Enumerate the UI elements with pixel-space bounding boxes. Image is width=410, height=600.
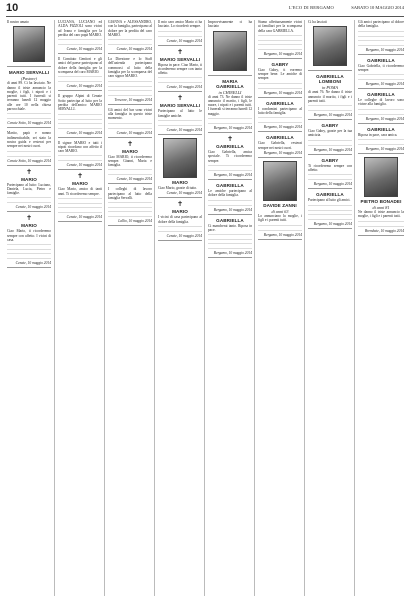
deceased-name: MARIO SERVALLI: [159, 103, 201, 109]
notice-text: Partecipano al lutto le famiglie amiche.: [158, 109, 202, 118]
notice-text: Le colleghe di lavoro sono vicine alla famiglia.: [358, 98, 404, 107]
cross-icon: ✝: [177, 200, 183, 209]
notice-place-date: Bergamo, 10 maggio 2014: [263, 90, 302, 95]
obituary-notice: [358, 127, 404, 154]
notice-place-date: Bergamo, 10 maggio 2014: [213, 251, 252, 256]
obituary-notice: [58, 57, 102, 91]
notice-text: Riposa in pace. Ciao Mario, ti ricorderemo sempre con tanto affetto.: [158, 62, 202, 76]
obituary-notice: [358, 157, 404, 236]
notice-intro: Ci ha lasciati: [308, 20, 327, 24]
issue-date: SABATO 10 MAGGIO 2014: [351, 5, 404, 10]
notice-text: Marito, papà e nonno indimenticabile, sei stato la nostra guida e resterai per sempre nei nostri cuori.: [7, 131, 51, 149]
deceased-name: GABRY: [321, 157, 339, 163]
notice-text: Ciao Mario, ti ricorderemo sempre con affetto. I vicini di casa.: [7, 229, 51, 243]
newspaper-name: L'ECO DI BERGAMO: [288, 5, 334, 10]
obituary-notice: [158, 201, 202, 241]
obituary-notice: [158, 20, 202, 46]
obituary-notice: [7, 215, 51, 268]
obituary-notice: [7, 20, 51, 67]
deceased-name: GABRIELLA: [367, 92, 395, 98]
notice-text: LUCIANA, LUCIANO ed ALDA PIZZOLI sono vicini ad Ivana e famiglia per la perdita del caro papà MARIO.: [58, 20, 102, 37]
obituary-notice: [308, 20, 352, 71]
notice-place-date: Cenate, 10 maggio 2014: [116, 47, 152, 52]
notice-place-date: Cenate, 10 maggio 2014: [66, 47, 102, 52]
deceased-name: MARIO: [72, 181, 88, 187]
notice-place-date: Cenate, 10 maggio 2014: [66, 130, 102, 135]
obituary-notice: [208, 218, 252, 259]
obituary-notice: [58, 141, 102, 171]
deceased-name: DAVIDE ZANNI: [263, 202, 297, 208]
notice-text: La Direzione e lo Staff dell'azienda partecipano commossi al lutto della famiglia per la scomparsa del caro signor MARIO.: [108, 57, 152, 79]
deceased-name: MARIA GABRIELLA: [216, 78, 244, 89]
deceased-name: GABRIELLA: [216, 182, 244, 188]
obituary-notice: [258, 62, 302, 98]
notice-text: GIANNA e ALESSANDRO, con la famiglia, partecipano al dolore per la perdita del caro MARIO.: [108, 20, 152, 37]
obituary-notice: [108, 57, 152, 104]
deceased-photo: [263, 161, 297, 201]
notice-text: Lo annunciano la moglie, i figli e i parenti tutti.: [258, 213, 302, 223]
obituary-notice: [308, 123, 352, 155]
notice-place-date: Cenate, 10 maggio 2014: [66, 163, 102, 168]
deceased-name: GABRIELLA: [216, 217, 244, 223]
notice-place-date: Cenate, 10 maggio 2014: [166, 85, 202, 90]
deceased-name: MARIO SERVALLI: [159, 56, 201, 62]
deceased-married-name: in POMA: [322, 85, 338, 91]
deceased-photo: [364, 157, 398, 197]
page-header: [6, 4, 404, 17]
obituary-notice: [158, 95, 202, 135]
notice-text: I colleghi di lavoro partecipano al lutto della famiglia Servalli.: [108, 187, 152, 201]
cross-icon: ✝: [77, 172, 83, 181]
notice-text: Gli amici partecipano al dolore della famiglia.: [358, 20, 404, 29]
notice-place-date: Bergamo, 10 maggio 2014: [313, 182, 352, 187]
notice-place-date: Cenate, 10 maggio 2014: [166, 191, 202, 196]
notice-text: Ciao Gabriella, ti ricorderemo sempre.: [358, 63, 404, 72]
obituary-notice: [308, 158, 352, 190]
notice-place-date: Cenate Sotto, 10 maggio 2014: [7, 121, 51, 126]
notice-text: I condomini partecipano al lutto della famiglia.: [258, 106, 302, 116]
notice-place-date: Bergamo, 10 maggio 2014: [313, 221, 352, 226]
notice-text: Il gruppo Alpini di Cenate Sotto partecipa al lutto per la perdita dell'amico MARIO SERVALLI.: [58, 94, 102, 112]
obituary-notice: [158, 49, 202, 93]
notice-place-date: Bergamo, 10 maggio 2014: [213, 172, 252, 177]
notice-text: Le amiche partecipano al dolore della famiglia.: [208, 188, 252, 198]
column-2: [54, 20, 105, 596]
obituary-notice: [158, 138, 202, 198]
obituary-notice: [208, 79, 252, 133]
column-1: [4, 20, 54, 596]
column-5: [204, 20, 255, 596]
column-8: [354, 20, 407, 596]
notice-place-date: Cenate Sotto, 10 maggio 2014: [7, 158, 51, 163]
obituary-notice: [208, 136, 252, 180]
deceased-married-name: in CHINELLI: [218, 89, 242, 95]
notice-place-date: Bergamo, 10 maggio 2014: [365, 47, 404, 52]
obituary-notice: [258, 20, 302, 59]
notice-text: Partecipano al lutto gli amici.: [308, 198, 351, 203]
cross-icon: ✝: [177, 94, 183, 103]
notice-text: Ciao Mario, grazie di tutto.: [158, 186, 198, 191]
notice-place-date: Cenate, 10 maggio 2014: [15, 205, 51, 210]
notice-text: I vicini di casa partecipano al dolore della famiglia.: [158, 215, 202, 224]
notice-text: Ciao Gabriella, resterai sempre nei nostri cuori.: [258, 141, 302, 150]
deceased-name: GABRY: [271, 61, 289, 67]
deceased-name: MARIO: [172, 209, 188, 215]
obituary-notice: [358, 20, 404, 55]
cross-icon: ✝: [177, 47, 183, 56]
notice-place-date: Bergamo, 10 maggio 2014: [313, 147, 352, 152]
column-3: [104, 20, 155, 596]
deceased-name: GABRY: [321, 123, 339, 129]
deceased-name: GABRIELLA: [367, 57, 395, 63]
notice-place-date: Cenate, 10 maggio 2014: [166, 128, 202, 133]
notice-place-date: Bergamo, 10 maggio 2014: [365, 82, 404, 87]
deceased-photo: [313, 26, 347, 66]
notice-text: di anni 76. Ne danno il triste annuncio il marito, i figli e i parenti tutti.: [308, 90, 352, 103]
obituary-notice: [108, 187, 152, 226]
notice-place-date: Bergamo, 10 maggio 2014: [263, 51, 302, 56]
notice-text: Riposa in pace, cara amica.: [358, 132, 398, 137]
deceased-name: GABRIELLA: [316, 192, 344, 198]
notice-text: Ti ricorderemo sempre con affetto.: [308, 163, 352, 173]
deceased-name: GABRIELLA: [266, 100, 294, 106]
notice-text: Il signor MARIO e tutti i nipoti ricordano con affetto il caro MARIO.: [58, 140, 102, 154]
notice-place-date: Bergamo, 10 maggio 2014: [263, 125, 302, 130]
page-number: 10: [6, 2, 19, 14]
notice-text: di anni 73. Ne danno il triste annuncio il marito, i figli, le nuore, i nipoti e i parenti tutti. I funerali si terranno lunedì 12 maggio.: [208, 94, 252, 116]
deceased-name: PIETRO BONADEI: [360, 199, 402, 205]
obituary-notice: [7, 131, 51, 165]
notice-place-date: Trescore, 10 maggio 2014: [114, 97, 152, 102]
obituary-notice: [208, 20, 252, 76]
deceased-name: GABRIELLA LOMBONI: [316, 74, 344, 85]
column-6: [254, 20, 305, 596]
obituary-notice: [108, 20, 152, 54]
deceased-age: di anni 81: [372, 205, 390, 211]
deceased-name: MARIO: [172, 180, 188, 186]
notice-intro: Improvvisamente ci ha lasciato: [208, 20, 252, 29]
notice-text: Partecipano al lutto: Luciano, Daniela, Lucia, Pietro e famiglie.: [7, 182, 51, 196]
column-4: [154, 20, 205, 596]
deceased-photo: [163, 138, 197, 178]
obituary-notice: [258, 101, 302, 133]
obituary-notice: [208, 183, 252, 215]
deceased-name: MARIO: [122, 148, 138, 154]
cross-icon: ✝: [227, 135, 233, 144]
notice-place-date: Cenate, 10 maggio 2014: [166, 38, 202, 43]
obituary-notice: [258, 161, 302, 240]
notice-place-date: Cenate, 10 maggio 2014: [66, 215, 102, 220]
notice-place-date: Bergamo, 10 maggio 2014: [313, 113, 352, 118]
notice-place-date: Bergamo, 10 maggio 2014: [365, 116, 404, 121]
obituary-notice: [358, 58, 404, 90]
obituary-notice: [308, 192, 352, 228]
notice-place-date: Bergamo, 10 maggio 2014: [213, 207, 252, 212]
notice-place-date: Bergamo, 10 maggio 2014: [213, 126, 252, 131]
notice-text: Ciao Gabriella, amica speciale. Ti ricorderemo sempre.: [208, 150, 252, 163]
notice-place-date: Cenate, 10 maggio 2014: [116, 130, 152, 135]
notice-place-date: Bergamo, 10 maggio 2014: [365, 147, 404, 152]
notice-place-date: Brembate, 10 maggio 2014: [365, 228, 404, 233]
notice-place-date: Cenate, 10 maggio 2014: [166, 233, 202, 238]
deceased-name: MARIO: [21, 223, 37, 229]
notice-place-date: Bergamo, 10 maggio 2014: [263, 150, 302, 155]
notice-place-date: Cenate, 10 maggio 2014: [66, 84, 102, 89]
obituary-notice: [358, 92, 404, 124]
obituary-notice: [58, 20, 102, 54]
obituary-notice: [7, 70, 51, 128]
notice-text: Ne danno il triste annuncio la moglie, i figli e i parenti tutti.: [358, 210, 404, 219]
deceased-photo: [213, 31, 247, 71]
obituary-notice: [308, 74, 352, 120]
column-7: [304, 20, 355, 596]
obituary-notice: [58, 94, 102, 137]
deceased-name: MARIO SERVALLI: [8, 70, 50, 76]
deceased-nickname: (Pastore): [21, 76, 37, 82]
obituary-notice: [7, 169, 51, 213]
notice-text: Gli amici del bar sono vicini alla famiglia in questo triste momento.: [108, 107, 152, 121]
deceased-name: GABRIELLA: [367, 126, 395, 132]
notice-text: Il Comitato Genitori e gli amici del paese partecipano al dolore della famiglia per la scomparsa del caro MARIO.: [58, 57, 102, 75]
obituary-notice: [108, 108, 152, 138]
notice-text: Ci mancherai tanto. Riposa in pace.: [208, 223, 252, 232]
notice-text: Ciao Gabry, ti vorremo sempre bene. Le amiche di sempre.: [258, 67, 302, 81]
notice-intro: Il nostro amato: [7, 20, 29, 24]
notice-place-date: Cenate, 10 maggio 2014: [116, 177, 152, 182]
cross-icon: ✝: [26, 167, 32, 176]
obituary-notice: [58, 173, 102, 222]
deceased-name: MARIO: [21, 176, 37, 182]
obituary-notice: [108, 141, 152, 185]
deceased-name: GABRIELLA: [216, 144, 244, 150]
deceased-name: GABRIELLA: [266, 135, 294, 141]
cross-icon: ✝: [26, 214, 32, 223]
notice-text: Siamo affettuosamente vicini ai familiari per la scomparsa della cara GABRIELLA.: [258, 20, 302, 33]
notice-text: Ciao Mario, amico di tanti anni. Ti ricorderemo sempre.: [58, 187, 102, 196]
notice-text: Il mio caro amico Mario ci ha lasciato. Lo ricorderò sempre.: [158, 20, 202, 29]
deceased-age: di anni 63: [271, 208, 289, 214]
cross-icon: ✝: [127, 139, 133, 148]
notice-place-date: Lallio, 10 maggio 2014: [118, 219, 152, 224]
notice-text: Ciao MARIO, ti ricorderemo sempre. Gianni, Maria e famiglia.: [108, 154, 152, 168]
notice-place-date: Cenate, 10 maggio 2014: [15, 261, 51, 266]
notice-place-date: Bergamo, 10 maggio 2014: [263, 232, 302, 237]
obituary-notice: [258, 135, 302, 158]
notice-text: Ciao Gabry, grazie per la tua amicizia.: [308, 129, 352, 138]
notice-text: di anni 89. Ci ha lasciato. Ne danno il triste annuncio la moglie, i figli, i nipoti e i parenti tutti. I funerali si terranno lunedì 12 maggio alle ore 10 nella chiesa parrocchiale.: [7, 81, 51, 112]
deceased-photo: [13, 26, 45, 62]
